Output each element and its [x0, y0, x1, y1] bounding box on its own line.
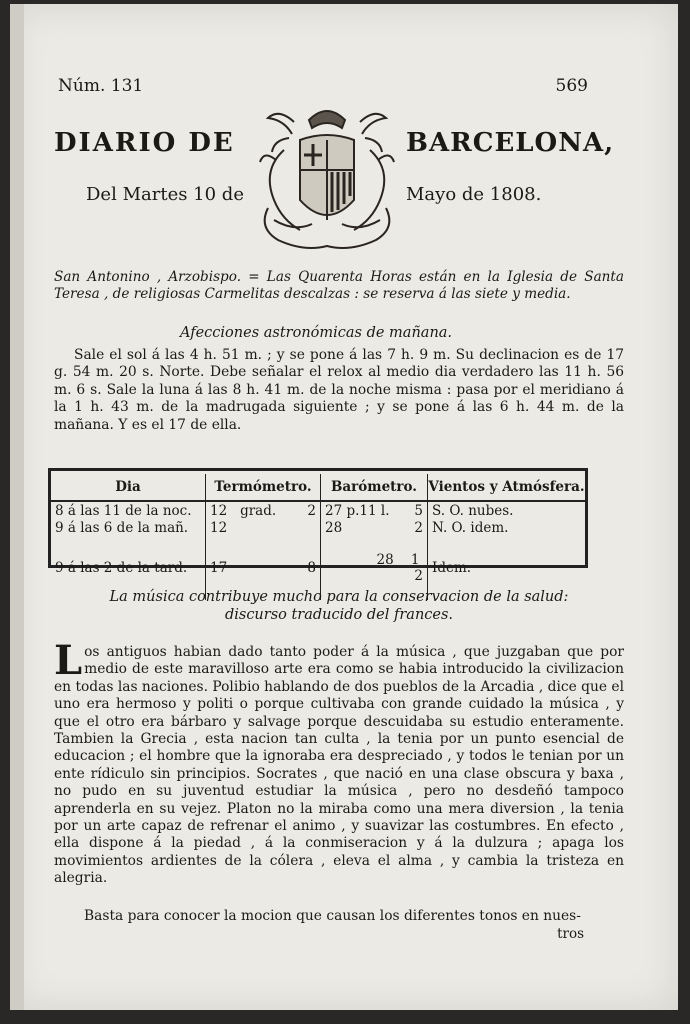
- cell-dia: 8 á las 11 de la noc.: [51, 501, 206, 519]
- saint-of-day: San Antonino , Arzobispo. = Las Quarenta Horas están en la Iglesia de Santa Teresa , de religiosas Carmelitas descalzas : se reserva á las siete y media.: [54, 269, 624, 302]
- header-dia: Dia: [51, 474, 206, 501]
- baro-fraction: 2: [414, 519, 423, 536]
- term-value: 12: [210, 519, 228, 536]
- binding-edge: [10, 4, 24, 1010]
- article-title-line2: discurso traducido del frances.: [224, 607, 454, 623]
- newspaper-page: [10, 4, 678, 1010]
- header-barometro: Barómetro.: [321, 474, 428, 501]
- weather-table: [48, 468, 588, 584]
- masthead-title-left: DIARIO DE: [54, 128, 235, 158]
- cell-termometro: [206, 519, 321, 536]
- astronomy-text: Sale el sol á las 4 h. 51 m. ; y se pone á las 7 h. 9 m. Su declinacion es de 17 g. 54 m. 20 s. Norte. Debe señalar el relox al medio dia verdadero las 11 h. 56 m. 6 s. Sale la luna á las 8 h. 41 m. de la noche misma : pasa por el meridiano á la 1 h. 43 m. de la madrugada siguiente ; y se pone á las 6 h. 44 m. de la mañana. Y es el 17 de ella.: [54, 347, 624, 433]
- article-paragraph-2: Basta para conocer la mocion que causan los diferentes tonos en nues-: [84, 908, 581, 924]
- header-vientos: Vientos y Atmósfera.: [428, 474, 586, 501]
- term-fraction: 2: [307, 502, 316, 519]
- date-left: Del Martes 10 de: [86, 184, 244, 205]
- table-row: [51, 519, 585, 536]
- term-unit: grad.: [240, 502, 277, 519]
- cell-vientos: N. O. idem.: [432, 519, 509, 536]
- article-title: [54, 588, 624, 624]
- cell-termometro: [206, 501, 321, 519]
- issue-number: Núm. 131: [58, 76, 144, 96]
- table-row: [51, 501, 585, 519]
- baro-value: 28 1: [376, 552, 420, 568]
- coat-of-arms-icon: [254, 100, 400, 258]
- article-paragraph-1-text: os antiguos habian dado tanto poder á la música , que juzgaban que por medio de este maravilloso arte era como se habia introducido la civilizacion en todas las naciones. Polibio hablando de dos pueblos de la Arcadia , dice que el uno era hermoso y politi o porque cultivaba con grande cuidado la música , y que el otro era bárbaro y salvage porque descuidaba su estudio enteramente. Tambien la Grecia , esta nacion tan culta , la tenia por un punto esencial de educacion ; el hombre que la ignoraba era despreciado , y todos le tenian por un ente rídiculo sin principios. Socrates , que nació en una clase obscura y baxa , no pudo en su juventud estudiar la música , pero no desdeñó tampoco aprenderla en su vejez. Platon no la miraba como una mera diversion , la tenia por un arte capaz de refrenar el animo , y suavizar las costumbres. En efecto , ella dispone á la piedad , á la conmiseracion y á la dulzura ; apaga los movimientos ardientes de la cólera , eleva el alma , y cambia la tristeza en alegria.: [54, 644, 624, 887]
- baro-fraction: 2: [414, 568, 423, 584]
- cell-barometro: [321, 501, 428, 519]
- term-value: 17: [210, 560, 228, 576]
- masthead-title-right: BARCELONA,: [406, 128, 615, 158]
- drop-cap: L: [54, 637, 83, 684]
- catchword: tros: [557, 926, 584, 942]
- baro-value: 27 p.11 l.: [325, 502, 390, 519]
- cell-vientos: S. O. nubes.: [432, 502, 514, 519]
- cell-dia: 9 á las 2 de la tard.: [51, 536, 206, 600]
- term-value: 12: [210, 502, 228, 519]
- astronomy-heading: Afecciones astronómicas de mañana.: [180, 325, 453, 341]
- page-number: 569: [555, 76, 588, 96]
- cell-vientos: Idem.: [432, 560, 472, 576]
- term-fraction: 8: [307, 560, 316, 576]
- baro-fraction: 5: [414, 502, 423, 519]
- article-title-line1: La música contribuye mucho para la conservacion de la salud:: [109, 589, 569, 605]
- baro-value: 28: [325, 519, 343, 536]
- weather-table-header: [51, 474, 585, 501]
- article-paragraph-1: [54, 637, 624, 888]
- date-right: Mayo de 1808.: [406, 184, 542, 205]
- header-termometro: Termómetro.: [206, 474, 321, 501]
- cell-barometro: [321, 519, 428, 536]
- cell-dia: 9 á las 6 de la mañ.: [51, 519, 206, 536]
